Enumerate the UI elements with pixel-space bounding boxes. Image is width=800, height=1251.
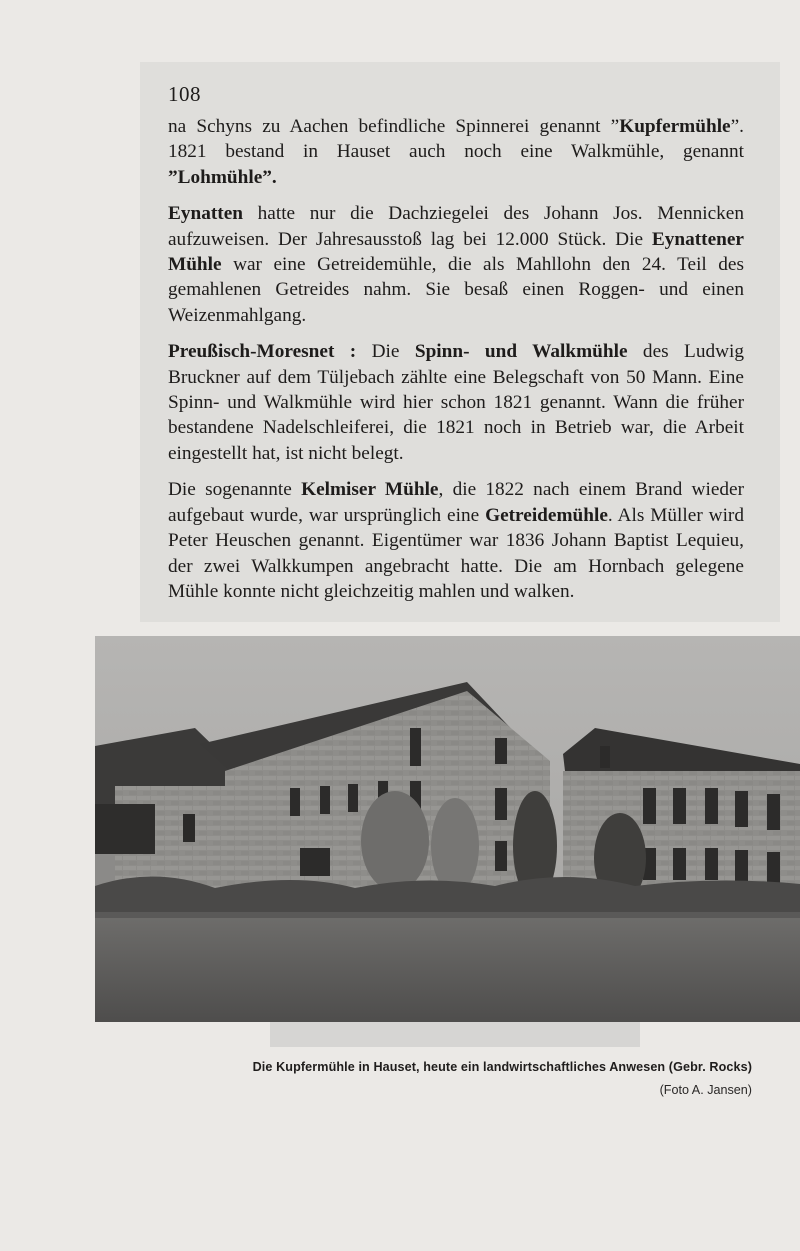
photo-credit: (Foto A. Jansen) [659,1083,752,1097]
figure-caption: Die Kupfermühle in Hauset, heute ein landwirtschaftliches Anwesen (Gebr. Rocks) [252,1060,752,1074]
bold-term: Spinn- und Walkmühle [414,341,628,363]
bold-term: Getreidemühle [485,504,608,526]
bold-term: Eynatten [168,203,243,225]
bold-term: Kupfermühle [619,116,731,137]
photograph-kupfermuehle [95,636,800,1022]
photo-field [95,916,800,1022]
text-run: . Als Müller wird Peter Heuschen genannt. Eigentümer war 1836 Johann Baptist Lequieu, der zwei Walkkumpen angebracht hatte. Die am Hornbach gelegene Mühle konnte nicht gleichzeitig mahlen und walken. [168,504,744,602]
text-run: Die [356,341,415,363]
page-number: 108 [168,82,201,106]
bold-term: Preußisch-Moresnet : [168,341,357,363]
text-run: ”. 1821 bestand in Hauset auch noch eine Walkmühle, genannt [168,116,744,163]
text-run: des Ludwig Bruckner auf dem Tüljebach zählte eine Belegschaft von 50 Mann. Eine Spinn- und Walkmühle wird hier schon 1821 genannt. Wann die früher bestandene Nadelschleiferei, die 1821 noch in Betrieb war, die Arbeit eingestellt hat, ist nicht belegt. [168,341,745,464]
bold-term: Eynattener Mühle [168,228,744,276]
text-run: hatte nur die Dachziegelei des Johann Jos. Mennicken aufzuweisen. Der Jahresausstoß lag bei 12.000 Stück. Die [168,203,744,250]
photo-illustration [95,636,800,1022]
text-run: Die sogenannte [168,479,302,501]
body-text [168,114,744,604]
bold-term: Kelmiser Mühle [301,479,439,501]
paragraph-preussisch-moresnet [168,339,744,466]
text-run: na Schyns zu Aachen befindliche Spinnerei genannt ” [168,116,620,137]
text-run: , die 1822 nach einem Brand wieder aufgebaut wurde, war ursprünglich eine [168,479,745,526]
paragraph-kelmiser-muehle [168,477,744,604]
paragraph-hauset [168,114,744,190]
text-run: war eine Getreidemühle, die als Mahllohn den 24. Teil des gemahlenen Getreides nahm. Sie besaß einen Roggen- und einen Weizenmahlgang. [168,254,744,326]
bold-term: ”Lohmühle”. [168,166,277,188]
paragraph-eynatten [168,201,744,328]
